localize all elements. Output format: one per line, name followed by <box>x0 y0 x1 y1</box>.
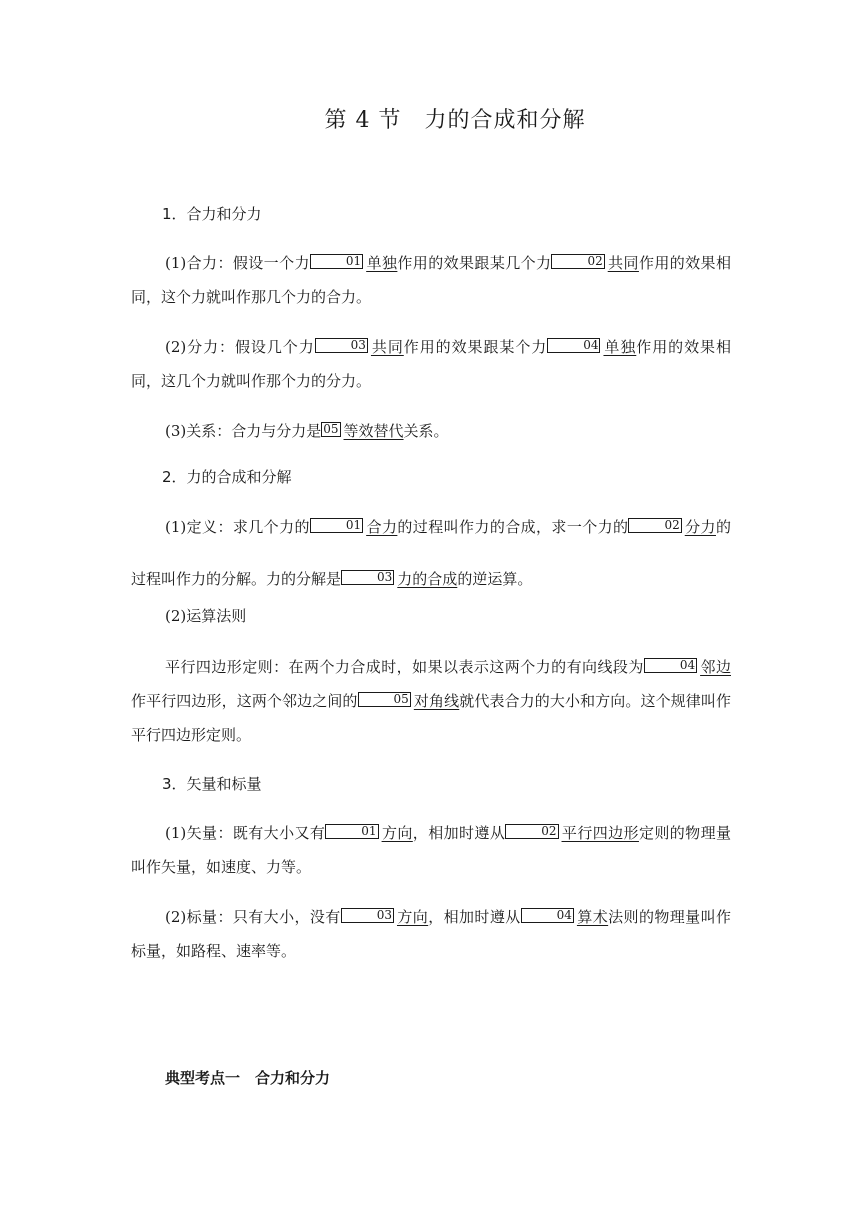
answer-blank: 01 合力 <box>310 518 398 536</box>
answer-blank: 01 单独 <box>310 254 398 272</box>
paragraph-operation-rule: (2)运算法则 <box>165 607 247 625</box>
answer-blank: 03 共同 <box>315 338 404 356</box>
section-heading-3: 3．矢量和标量 <box>162 775 262 793</box>
paragraph-parallelogram-rule: 平行四边形定则：在两个力合成时，如果以表示这两个力的有向线段为 04 邻边作平行四边形，这两个邻边之间的 05 对角线就代表合力的大小和方向。这个规律叫作平行四边形定则。 <box>131 658 731 744</box>
section-heading-1: 1．合力和分力 <box>162 205 262 223</box>
paragraph-resultant-force: (1)合力：假设一个力 01 单独作用的效果跟某几个力 02 共同作用的效果相同，这个力就叫作那几个力的合力。 <box>131 254 731 306</box>
blank-number-box: 05 <box>358 692 411 707</box>
paragraph-vector: (1)矢量：既有大小又有 01 方向，相加时遵从 02 平行四边形定则的物理量叫作矢量，如速度、力等。 <box>131 824 731 876</box>
answer-blank: 02 分力 <box>628 518 716 536</box>
blank-number-box: 04 <box>547 338 600 353</box>
paragraph-relationship: (3)关系：合力与分力是 05 等效替代关系。 <box>165 422 449 440</box>
answer-blank: 02 平行四边形 <box>505 824 639 842</box>
answer-blank: 02 共同 <box>551 254 639 272</box>
answer-blank: 01 方向 <box>325 824 413 842</box>
answer-blank: 03 力的合成 <box>341 570 457 588</box>
section-heading-2: 2．力的合成和分解 <box>162 468 292 486</box>
blank-number-box: 03 <box>341 570 394 585</box>
typical-point-heading: 典型考点一 合力和分力 <box>165 1069 331 1087</box>
blank-number-box: 02 <box>505 824 558 839</box>
answer-blank: 04 邻边 <box>644 658 731 676</box>
blank-number-box: 03 <box>341 908 394 923</box>
paragraph-scalar: (2)标量：只有大小，没有 03 方向，相加时遵从 04 算术法则的物理量叫作标量，如路程、速率等。 <box>131 908 731 960</box>
blank-number-box: 04 <box>521 908 574 923</box>
answer-blank: 04 算术 <box>521 908 609 926</box>
answer-blank: 05 对角线 <box>358 692 460 710</box>
blank-number-box: 04 <box>644 658 697 673</box>
paragraph-definition: (1)定义：求几个力的 01 合力的过程叫作力的合成，求一个力的 02 分力的过程叫作力的分解。力的分解是 03 力的合成的逆运算。 <box>131 518 731 588</box>
blank-number-box: 01 <box>325 824 378 839</box>
blank-number-box: 05 <box>323 422 339 436</box>
answer-blank: 04 单独 <box>547 338 636 356</box>
blank-number-box: 02 <box>551 254 604 269</box>
blank-number-box: 03 <box>315 338 368 353</box>
answer-blank: 05 等效替代 <box>323 422 404 440</box>
page-title: 第 4 节 力的合成和分解 <box>324 108 586 133</box>
blank-number-box: 01 <box>310 254 363 269</box>
blank-number-box: 01 <box>310 518 363 533</box>
answer-blank: 03 方向 <box>341 908 429 926</box>
paragraph-component-force: (2)分力：假设几个力 03 共同作用的效果跟某个力 04 单独作用的效果相同，这几个力就叫作那个力的分力。 <box>131 338 731 390</box>
blank-number-box: 02 <box>628 518 681 533</box>
